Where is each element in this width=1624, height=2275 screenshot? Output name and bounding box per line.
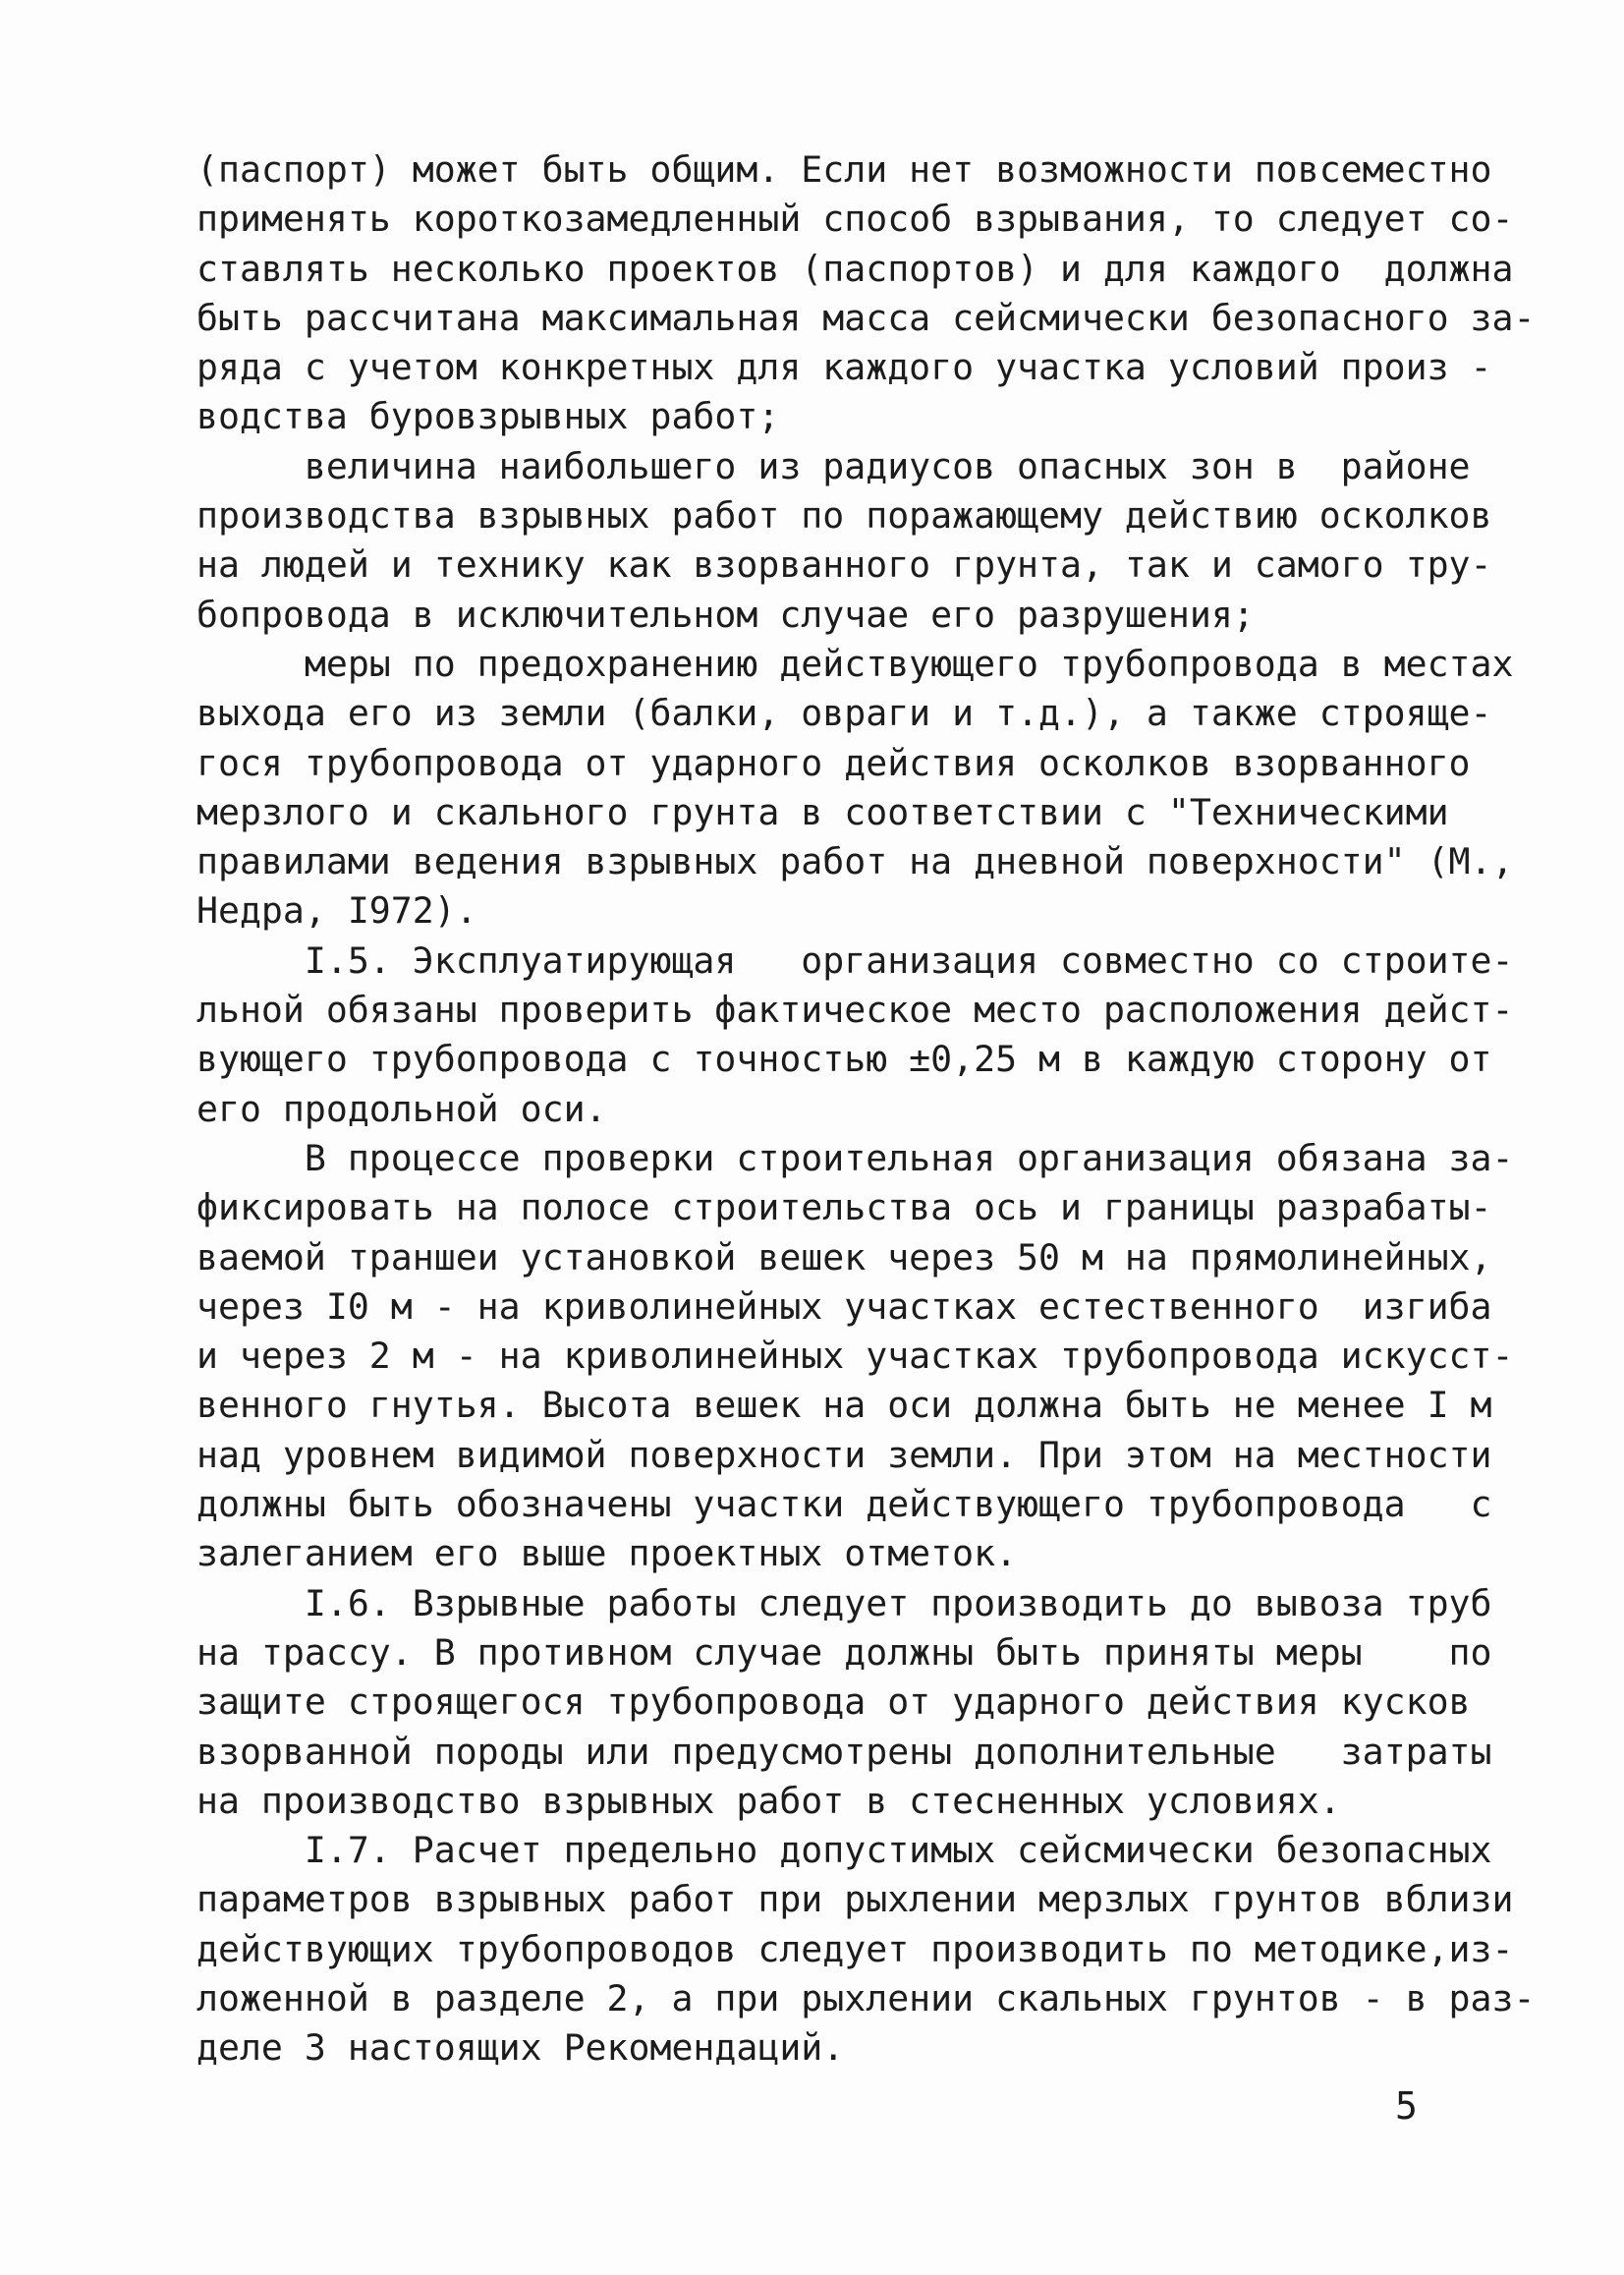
text-line: I.5. Эксплуатирующая организация совместно со строите- — [196, 938, 1514, 982]
text-line: ваемой траншеи установкой вешек через 50 м на прямолинейных, — [196, 1235, 1492, 1279]
text-line: I.7. Расчет предельно допустимых сейсмически безопасных — [196, 1829, 1492, 1872]
text-line: производства взрывных работ по поражающему действию осколков — [196, 494, 1492, 538]
text-line: меры по предохранению действующего трубопровода в местах — [196, 642, 1514, 685]
text-line: его продольной оси. — [196, 1087, 607, 1130]
text-line: мерзлого и скального грунта в соответствии с "Техническими — [196, 790, 1449, 833]
text-line: венного гнутья. Высота вешек на оси должна быть не менее I м — [196, 1384, 1492, 1427]
body-text — [196, 145, 1536, 2074]
text-line: над уровнем видимой поверхности земли. При этом на местности — [196, 1433, 1492, 1476]
text-line: защите строящегося трубопровода от ударного действия кусков — [196, 1680, 1471, 1724]
text-line: параметров взрывных работ при рыхлении мерзлых грунтов вблизи — [196, 1878, 1514, 1921]
text-line: фиксировать на полосе строительства ось и границы разрабаты- — [196, 1186, 1492, 1229]
text-line: применять короткозамедленный способ взрывания, то следует со- — [196, 198, 1514, 241]
text-line: на производство взрывных работ в стесненных условиях. — [196, 1779, 1341, 1822]
text-line: гося трубопровода от ударного действия осколков взорванного — [196, 741, 1471, 784]
text-line: действующих трубопроводов следует производить по методике,из- — [196, 1927, 1514, 1970]
page-number: 5 — [1395, 2084, 1418, 2128]
text-line: на трассу. В противном случае должны быть приняты меры по — [196, 1630, 1492, 1674]
text-line: на людей и технику как взорванного грунта, так и самого тру- — [196, 543, 1492, 587]
text-line: ложенной в разделе 2, а при рыхлении скальных грунтов - в раз- — [196, 1976, 1536, 2019]
text-line: I.6. Взрывные работы следует производить до вывоза труб — [196, 1581, 1492, 1624]
text-line: бопровода в исключительном случае его разрушения; — [196, 593, 1255, 636]
text-line: величина наибольшего из радиусов опасных зон в районе — [196, 444, 1471, 487]
text-line: В процессе проверки строительная организация обязана за- — [196, 1136, 1514, 1179]
text-line: и через 2 м - на криволинейных участках трубопровода искусст- — [196, 1335, 1514, 1378]
text-line: правилами ведения взрывных работ на дневной поверхности" (М., — [196, 840, 1514, 883]
text-line: через I0 м - на криволинейных участках естественного изгиба — [196, 1284, 1492, 1328]
text-line: выхода его из земли (балки, овраги и т.д.), а также строяще- — [196, 692, 1492, 735]
text-line: должны быть обозначены участки действующего трубопровода с — [196, 1483, 1492, 1526]
text-line: ставлять несколько проектов (паспортов) и для каждого должна — [196, 247, 1514, 290]
text-line: водства буровзрывных работ; — [196, 395, 780, 438]
text-line: Недра, I972). — [196, 889, 477, 933]
text-line: взорванной породы или предусмотрены дополнительные затраты — [196, 1730, 1492, 1773]
text-line: залеганием его выше проектных отметок. — [196, 1532, 1018, 1575]
text-line: быть рассчитана максимальная масса сейсмически безопасного за- — [196, 296, 1536, 339]
text-line: льной обязаны проверить фактическое место расположения дейст- — [196, 989, 1514, 1032]
text-line: вующего трубопровода с точностью ±0,25 м в каждую сторону от — [196, 1038, 1492, 1081]
text-line: деле 3 настоящих Рекомендаций. — [196, 2026, 845, 2070]
text-line: ряда с учетом конкретных для каждого участка условий произ - — [196, 346, 1492, 389]
text-line: (паспорт) может быть общим. Если нет возможности повсеместно — [196, 148, 1492, 191]
